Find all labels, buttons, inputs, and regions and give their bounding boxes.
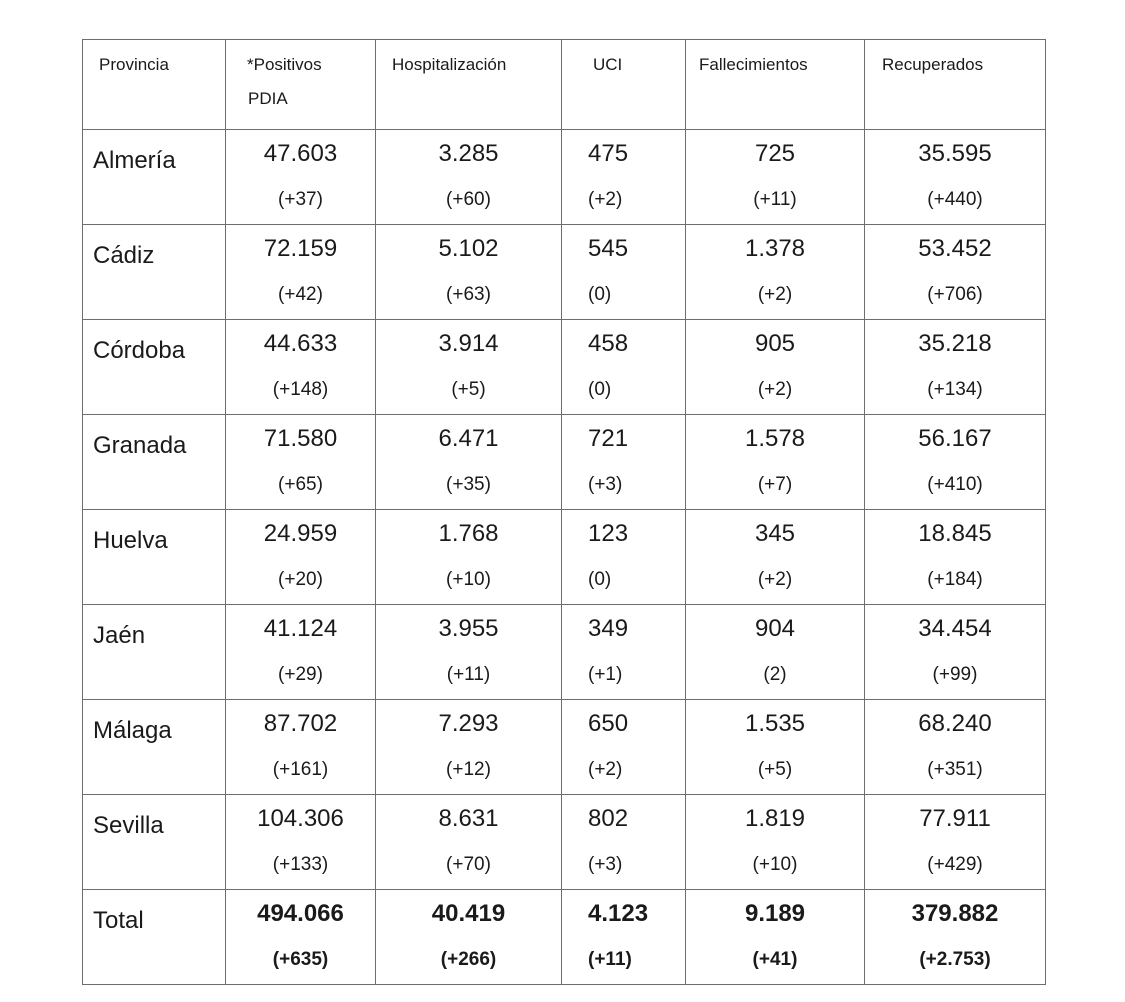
fall-cell (686, 510, 865, 605)
fall-delta: (+2) (757, 284, 793, 305)
uci-value: 123 (588, 520, 629, 547)
fall-cell (686, 320, 865, 415)
provincia-name: Jaén (93, 622, 146, 649)
rec-delta: (+351) (927, 759, 983, 780)
rec-cell (865, 320, 1046, 415)
positivos-cell (226, 700, 376, 795)
hosp-value: 8.631 (438, 805, 499, 832)
uci-value: 349 (588, 615, 629, 642)
hosp-value: 7.293 (438, 710, 499, 737)
provincia-name: Total (93, 907, 144, 934)
rec-value: 34.454 (918, 615, 992, 642)
rec-delta: (+99) (932, 664, 978, 685)
table-row (83, 510, 1046, 605)
fall-cell (686, 225, 865, 320)
hosp-delta: (+35) (446, 474, 491, 495)
uci-value: 802 (588, 805, 629, 832)
fall-delta: (+11) (753, 189, 797, 210)
uci-cell (562, 130, 686, 225)
rec-cell (865, 225, 1046, 320)
hosp-delta: (+70) (446, 854, 491, 875)
rec-value: 68.240 (918, 710, 992, 737)
provincia-cell (83, 605, 226, 700)
uci-cell (562, 890, 686, 985)
header-fallecimientos: Fallecimientos (686, 40, 865, 130)
fall-delta: (+41) (752, 949, 798, 970)
hosp-delta: (+11) (446, 664, 491, 685)
positivos-value: 44.633 (263, 330, 338, 357)
rec-delta: (+184) (927, 569, 983, 590)
fall-cell (686, 700, 865, 795)
uci-delta: (0) (588, 569, 612, 590)
fall-delta: (+2) (757, 569, 793, 590)
hosp-delta: (+10) (446, 569, 491, 590)
uci-value: 458 (588, 330, 629, 357)
positivos-cell (226, 415, 376, 510)
rec-cell (865, 605, 1046, 700)
uci-value: 721 (588, 425, 629, 452)
fall-delta: (+10) (752, 854, 798, 875)
positivos-cell (226, 320, 376, 415)
fall-value: 1.578 (744, 425, 806, 452)
positivos-delta: (+133) (272, 854, 329, 875)
provincia-cell (83, 795, 226, 890)
hosp-value: 6.471 (438, 425, 499, 452)
uci-delta: (+2) (588, 759, 623, 780)
uci-delta: (+1) (588, 664, 623, 685)
rec-value: 56.167 (918, 425, 992, 452)
fall-cell (686, 890, 865, 985)
positivos-delta: (+42) (278, 284, 323, 305)
uci-delta: (+3) (588, 474, 623, 495)
positivos-delta: (+65) (278, 474, 323, 495)
positivos-cell (226, 890, 376, 985)
provincia-cell (83, 700, 226, 795)
rec-cell (865, 510, 1046, 605)
uci-cell (562, 320, 686, 415)
rec-delta: (+706) (927, 284, 983, 305)
header-positivos (226, 40, 376, 130)
fall-cell (686, 795, 865, 890)
provincia-name: Granada (93, 432, 187, 459)
hosp-value: 40.419 (431, 900, 506, 927)
provincia-cell (83, 890, 226, 985)
rec-delta: (+2.753) (919, 949, 991, 970)
uci-value: 650 (588, 710, 629, 737)
positivos-value: 494.066 (257, 900, 344, 927)
rec-cell (865, 795, 1046, 890)
rec-cell (865, 415, 1046, 510)
positivos-delta: (+37) (278, 189, 323, 210)
hosp-delta: (+63) (446, 284, 491, 305)
covid-province-table (82, 39, 1046, 985)
uci-cell (562, 415, 686, 510)
provincia-cell (83, 510, 226, 605)
uci-cell (562, 605, 686, 700)
rec-value: 77.911 (919, 805, 991, 832)
positivos-value: 41.124 (263, 615, 338, 642)
fall-value: 904 (754, 615, 796, 642)
positivos-cell (226, 225, 376, 320)
positivos-delta: (+20) (278, 569, 323, 590)
hosp-delta: (+12) (446, 759, 491, 780)
provincia-name: Málaga (93, 717, 172, 744)
uci-delta: (+11) (588, 949, 632, 970)
header-provincia: Provincia (83, 40, 226, 130)
hosp-value: 3.914 (438, 330, 499, 357)
uci-cell (562, 795, 686, 890)
provincia-cell (83, 130, 226, 225)
uci-delta: (0) (588, 379, 612, 400)
uci-value: 4.123 (588, 900, 649, 927)
fall-value: 9.189 (744, 900, 806, 927)
uci-delta: (0) (588, 284, 612, 305)
header-hospitalizacion: Hospitalización (376, 40, 562, 130)
positivos-value: 71.580 (263, 425, 338, 452)
fall-cell (686, 415, 865, 510)
positivos-value: 72.159 (263, 235, 338, 262)
hosp-value: 3.285 (438, 140, 499, 167)
hosp-delta: (+5) (451, 379, 486, 400)
hosp-value: 5.102 (438, 235, 499, 262)
hosp-value: 1.768 (438, 520, 499, 547)
uci-value: 475 (588, 140, 629, 167)
positivos-value: 47.603 (263, 140, 338, 167)
provincia-cell (83, 415, 226, 510)
hosp-delta: (+266) (440, 949, 497, 970)
table-row (83, 415, 1046, 510)
table-row (83, 225, 1046, 320)
hosp-cell (376, 795, 562, 890)
positivos-delta: (+635) (272, 949, 329, 970)
fall-delta: (+7) (757, 474, 793, 495)
fall-value: 345 (754, 520, 796, 547)
table-row (83, 795, 1046, 890)
header-row (83, 40, 1046, 130)
hosp-cell (376, 700, 562, 795)
fall-cell (686, 605, 865, 700)
uci-delta: (+3) (588, 854, 623, 875)
fall-value: 1.535 (744, 710, 806, 737)
table-row (83, 320, 1046, 415)
rec-delta: (+410) (927, 474, 983, 495)
positivos-delta: (+29) (278, 664, 323, 685)
total-row (83, 890, 1046, 985)
uci-cell (562, 700, 686, 795)
fall-cell (686, 130, 865, 225)
rec-delta: (+134) (927, 379, 983, 400)
hosp-cell (376, 130, 562, 225)
rec-cell (865, 700, 1046, 795)
header-recuperados: Recuperados (865, 40, 1046, 130)
positivos-value: 87.702 (263, 710, 338, 737)
uci-cell (562, 510, 686, 605)
positivos-delta: (+148) (272, 379, 329, 400)
rec-delta: (+429) (927, 854, 983, 875)
table-row (83, 700, 1046, 795)
uci-delta: (+2) (588, 189, 623, 210)
fall-delta: (2) (763, 664, 787, 685)
provincia-name: Almería (93, 147, 176, 174)
rec-cell (865, 130, 1046, 225)
provincia-name: Sevilla (93, 812, 164, 839)
rec-cell (865, 890, 1046, 985)
positivos-value: 24.959 (263, 520, 338, 547)
provincia-cell (83, 320, 226, 415)
positivos-value: 104.306 (257, 805, 344, 832)
rec-value: 379.882 (911, 900, 999, 927)
hosp-delta: (+60) (446, 189, 491, 210)
provincia-name: Cádiz (93, 242, 155, 269)
header-positivos-line1: *Positivos (247, 55, 322, 74)
rec-delta: (+440) (927, 189, 983, 210)
provincia-name: Córdoba (93, 337, 186, 364)
hosp-cell (376, 415, 562, 510)
hosp-cell (376, 890, 562, 985)
fall-value: 905 (754, 330, 796, 357)
rec-value: 18.845 (918, 520, 992, 547)
fall-value: 725 (754, 140, 796, 167)
table-row (83, 605, 1046, 700)
hosp-cell (376, 605, 562, 700)
hosp-value: 3.955 (438, 615, 499, 642)
provincia-name: Huelva (93, 527, 168, 554)
uci-value: 545 (588, 235, 629, 262)
table-row (83, 130, 1046, 225)
hosp-cell (376, 225, 562, 320)
fall-value: 1.378 (744, 235, 806, 262)
positivos-cell (226, 795, 376, 890)
hosp-cell (376, 510, 562, 605)
header-positivos-line2: PDIA (248, 89, 288, 108)
provincia-cell (83, 225, 226, 320)
fall-delta: (+2) (757, 379, 793, 400)
positivos-delta: (+161) (272, 759, 329, 780)
header-uci: UCI (562, 40, 686, 130)
positivos-cell (226, 605, 376, 700)
uci-cell (562, 225, 686, 320)
positivos-cell (226, 510, 376, 605)
rec-value: 53.452 (918, 235, 992, 262)
rec-value: 35.595 (918, 140, 992, 167)
fall-delta: (+5) (757, 759, 793, 780)
positivos-cell (226, 130, 376, 225)
hosp-cell (376, 320, 562, 415)
rec-value: 35.218 (918, 330, 992, 357)
fall-value: 1.819 (744, 805, 806, 832)
